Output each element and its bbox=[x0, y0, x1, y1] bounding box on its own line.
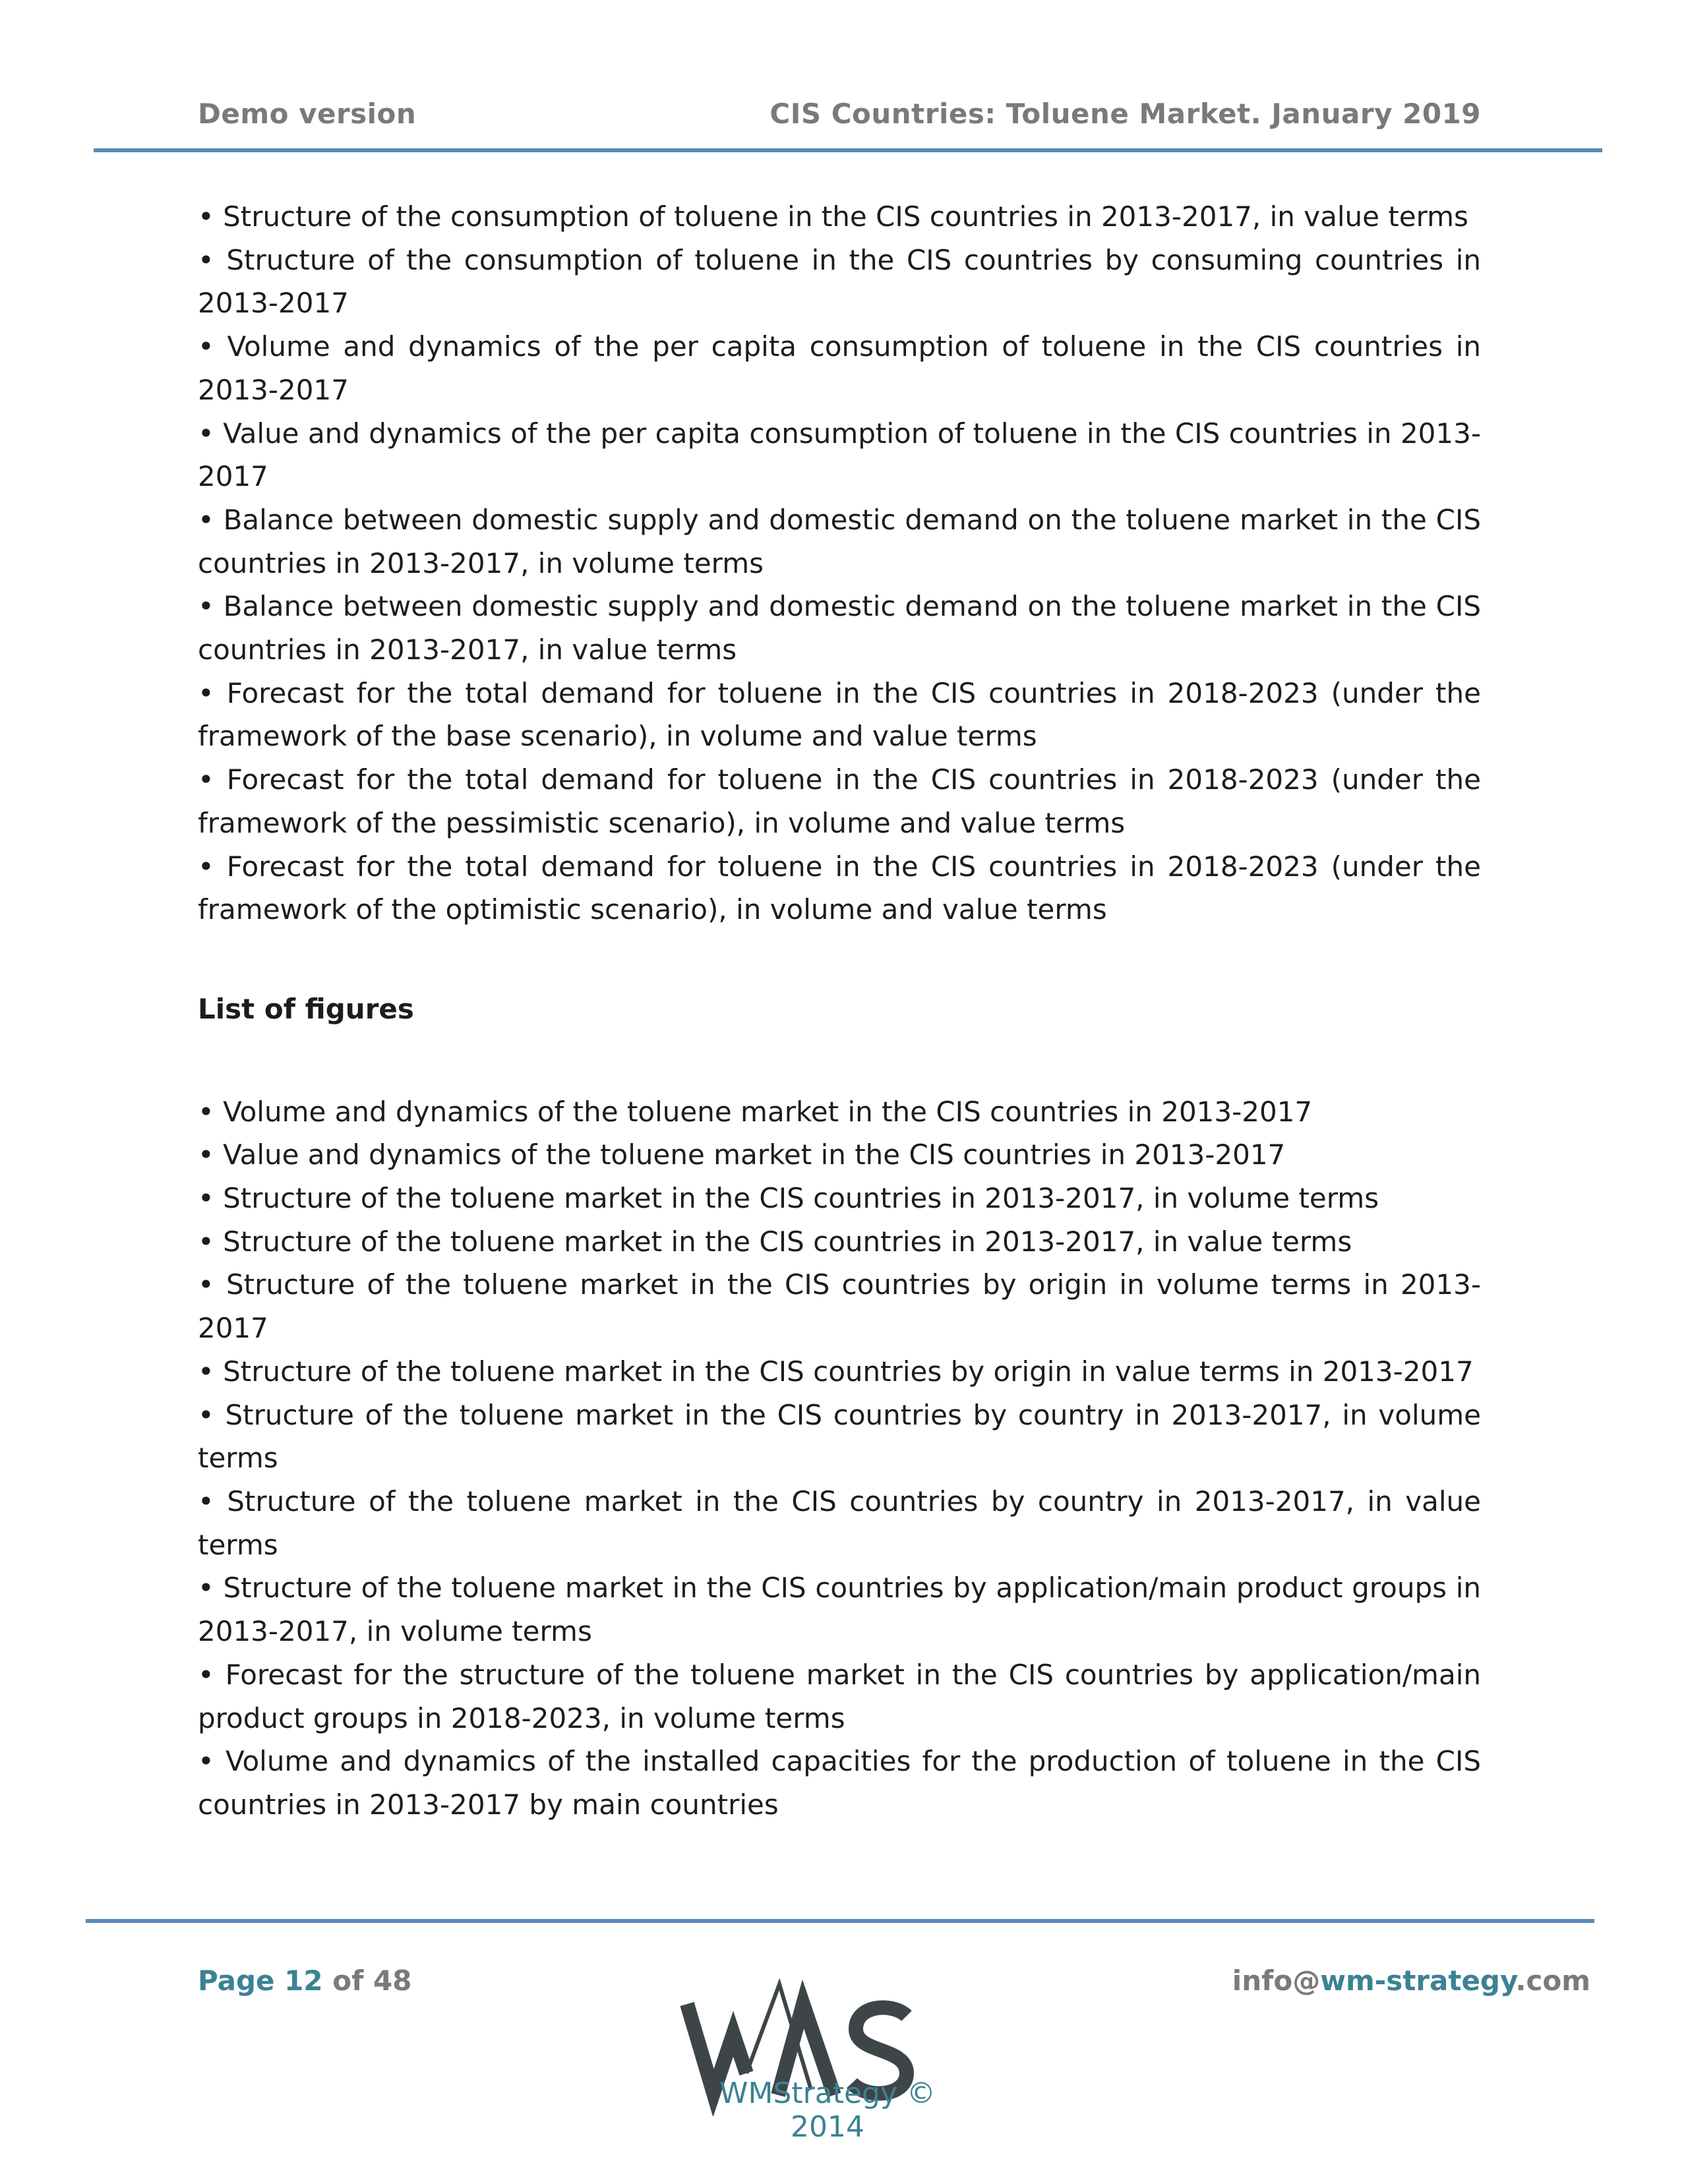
list-item: • Structure of the toluene market in the CIS countries by origin in value terms in 2013-2017 bbox=[198, 1355, 1474, 1388]
page-current: 12 bbox=[284, 1964, 323, 1997]
logo-caption: WMStrategy © 2014 bbox=[719, 2077, 936, 2144]
list-item: • Forecast for the total demand for toluene in the CIS countries in 2018-2023 (under the framework of the optimistic scenario), in volume and value terms bbox=[198, 850, 1481, 926]
list-item: • Forecast for the structure of the toluene market in the CIS countries by application/main product groups in 2018-2023, in volume terms bbox=[198, 1658, 1481, 1734]
page-total: 48 bbox=[373, 1964, 412, 1997]
list-item: • Forecast for the total demand for toluene in the CIS countries in 2018-2023 (under the framework of the pessimistic scenario), in volume and value terms bbox=[198, 763, 1481, 839]
list-item: • Structure of the consumption of toluene in the CIS countries by consuming countries in 2013-2017 bbox=[198, 243, 1481, 320]
header-left: Demo version bbox=[198, 98, 417, 130]
figures-list bbox=[198, 1090, 1481, 1827]
page-header bbox=[198, 98, 1481, 130]
email-tld: .com bbox=[1515, 1964, 1590, 1997]
list-item: • Structure of the toluene market in the CIS countries by application/main product groups in 2013-2017, in volume terms bbox=[198, 1572, 1481, 1648]
list-item: • Structure of the toluene market in the CIS countries by country in 2013-2017, in volume terms bbox=[198, 1398, 1481, 1475]
list-item: • Balance between domestic supply and domestic demand on the toluene market in the CIS countries in 2013-2017, in volume terms bbox=[198, 503, 1481, 579]
list-item: • Balance between domestic supply and domestic demand on the toluene market in the CIS countries in 2013-2017, in value terms bbox=[198, 590, 1481, 666]
page-word: Page bbox=[198, 1964, 275, 1997]
list-item: • Structure of the toluene market in the CIS countries in 2013-2017, in volume terms bbox=[198, 1182, 1379, 1215]
page-content bbox=[198, 195, 1481, 1827]
list-item: • Volume and dynamics of the toluene market in the CIS countries in 2013-2017 bbox=[198, 1095, 1313, 1128]
list-item: • Volume and dynamics of the per capita consumption of toluene in the CIS countries in 2013-2017 bbox=[198, 330, 1481, 406]
list-item: • Volume and dynamics of the installed capacities for the production of toluene in the CIS countries in 2013-2017 by main countries bbox=[198, 1745, 1481, 1821]
list-item: • Structure of the toluene market in the CIS countries in 2013-2017, in value terms bbox=[198, 1225, 1352, 1258]
section-heading: List of figures bbox=[198, 992, 414, 1025]
of-word: of bbox=[332, 1964, 364, 1997]
list-item: • Value and dynamics of the toluene market in the CIS countries in 2013-2017 bbox=[198, 1138, 1286, 1171]
page-number bbox=[198, 1964, 411, 1997]
footer-rule bbox=[86, 1919, 1594, 1923]
email-domain: wm-strategy bbox=[1320, 1964, 1516, 1997]
list-item: • Structure of the consumption of toluene in the CIS countries in 2013-2017, in value terms bbox=[198, 200, 1468, 233]
list-item: • Structure of the toluene market in the CIS countries by origin in volume terms in 2013-2017 bbox=[198, 1268, 1481, 1345]
list-item: • Forecast for the total demand for toluene in the CIS countries in 2018-2023 (under the framework of the base scenario), in volume and value terms bbox=[198, 676, 1481, 753]
header-title: CIS Countries: Toluene Market. January 2019 bbox=[769, 98, 1481, 130]
list-item: • Value and dynamics of the per capita consumption of toluene in the CIS countries in 2013-2017 bbox=[198, 417, 1481, 493]
tables-list bbox=[198, 195, 1481, 931]
email-user: info@ bbox=[1232, 1964, 1321, 1997]
contact-email[interactable] bbox=[1232, 1964, 1590, 1997]
header-rule bbox=[94, 148, 1602, 152]
list-item: • Structure of the toluene market in the CIS countries by country in 2013-2017, in value terms bbox=[198, 1485, 1481, 1561]
